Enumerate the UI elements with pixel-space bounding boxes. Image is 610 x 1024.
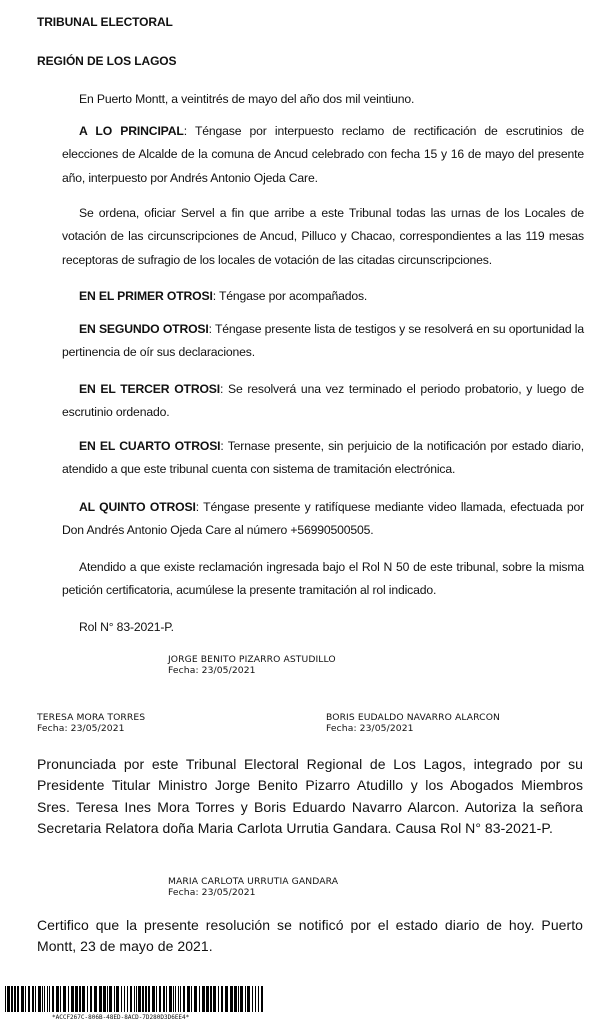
paragraph-label: EN EL PRIMER OTROSI	[79, 289, 213, 303]
paragraph-label: A LO PRINCIPAL	[79, 124, 184, 138]
barcode-bar	[71, 986, 74, 1012]
barcode-bar	[32, 986, 34, 1012]
barcode-bar	[221, 986, 223, 1012]
barcode-bar	[238, 986, 239, 1012]
barcode-bar	[38, 986, 41, 1012]
barcode-bar	[116, 986, 119, 1012]
barcode-bar	[234, 986, 237, 1012]
signer-name: TERESA MORA TORRES	[37, 712, 146, 723]
paragraph-text: Atendido a que existe reclamación ingresada bajo el Rol N 50 de este tribunal, sobre la misma petición certificatoria, acumúlese la presente tramitación al rol indicado.	[62, 560, 584, 598]
paragraph-text: : Téngase por acompañados.	[212, 289, 368, 303]
barcode-bar	[87, 986, 88, 1012]
paragraph-text: En Puerto Montt, a veintitrés de mayo del año dos mil veintiuno.	[79, 92, 415, 106]
barcode-bar	[202, 986, 205, 1012]
barcode-bar	[42, 986, 43, 1012]
signature-date: Fecha: 23/05/2021	[37, 723, 125, 734]
paragraph-text: : Téngase presente y ratifíquese mediante video llamada, efectuada por Don Andrés Antonio Ojeda Care al número +56990500505.	[62, 500, 584, 538]
paragraph-text: : Ternase presente, sin perjuicio de la notificación por estado diario, atendido a que este tribunal cuenta con sistema de tramitación electrónica.	[62, 439, 584, 477]
barcode-bar	[94, 986, 97, 1012]
region-title: REGIÓN DE LOS LAGOS	[37, 54, 177, 68]
barcode-bar	[75, 986, 78, 1012]
barcode-bar	[225, 986, 228, 1012]
barcode-bar	[180, 986, 181, 1012]
servel-order-paragraph	[62, 202, 584, 272]
signature-date: Fecha: 23/05/2021	[168, 665, 256, 676]
barcode-bar	[230, 986, 233, 1012]
barcode-bar	[14, 986, 16, 1012]
barcode-code: *ACCF267C-806B-48ED-8ACD-7D280D3D6EE4*	[52, 1014, 190, 1021]
barcode-bar	[47, 986, 48, 1012]
barcode-bar	[213, 986, 216, 1012]
barcode-bar	[124, 986, 125, 1012]
paragraph-text: : Se resolverá una vez terminado el periodo probatorio, y luego de escrutinio ordenado.	[62, 382, 584, 420]
paragraph-label: EN EL CUARTO OTROSI	[79, 439, 221, 453]
barcode-bar	[218, 986, 219, 1012]
barcode-bar	[121, 986, 122, 1012]
barcode-bar	[107, 986, 108, 1012]
barcode-bar	[82, 986, 85, 1012]
barcode-bar	[17, 986, 19, 1012]
barcode-bar	[194, 986, 197, 1012]
barcode-bar	[35, 986, 36, 1012]
barcode-bar	[7, 986, 10, 1012]
court-title: TRIBUNAL ELECTORAL	[37, 15, 173, 29]
barcode-bar	[63, 986, 66, 1012]
signature-block-member-2	[326, 712, 500, 734]
barcode-bar	[49, 986, 50, 1012]
barcode-bar	[25, 986, 26, 1012]
barcode-bar	[52, 986, 54, 1012]
barcode-bar	[173, 986, 174, 1012]
barcode-bar	[166, 986, 167, 1012]
accumulation-paragraph	[62, 556, 584, 603]
barcode-bar	[56, 986, 59, 1012]
fifth-otrosi-paragraph	[62, 496, 584, 543]
first-otrosi-paragraph	[62, 285, 584, 308]
barcode-bar	[159, 986, 161, 1012]
pronouncement-paragraph: Pronunciada por este Tribunal Electoral Regional de Los Lagos, integrado por su Presidente Titular Ministro Jorge Benito Pizarro Atudillo y los Abogados Miembros Sres. Teresa Ines Mora Torres y Boris Eduardo Navarro Alarcon. Autoriza la señora Secretaria Relatora doña Maria Carlota Urrutia Gandara. Causa Rol N° 83-2021-P.	[37, 756, 583, 836]
paragraph-text: Rol N° 83-2021-P.	[79, 620, 174, 634]
barcode-bar	[148, 986, 150, 1012]
barcode-bar	[210, 986, 212, 1012]
certification-paragraph: Certifico que la presente resolución se notificó por el estado diario de hoy. Puerto Montt, 23 de mayo de 2021.	[37, 917, 583, 955]
barcode-bar	[138, 986, 141, 1012]
barcode-bar	[183, 986, 185, 1012]
signature-block-member-1	[37, 712, 145, 734]
barcode-bar	[145, 986, 147, 1012]
barcode-bar	[28, 986, 30, 1012]
barcode-bar	[175, 986, 176, 1012]
barcode-bar	[114, 986, 115, 1012]
barcode-bar	[169, 986, 172, 1012]
barcode-bar	[21, 986, 24, 1012]
barcode-bar	[90, 986, 92, 1012]
second-otrosi-paragraph	[62, 318, 584, 365]
barcode-bar	[60, 986, 61, 1012]
signature-date: Fecha: 23/05/2021	[168, 887, 256, 898]
barcode-bar	[206, 986, 209, 1012]
barcode-bar	[245, 986, 246, 1012]
barcode-bar	[127, 986, 128, 1012]
barcode-bar	[187, 986, 190, 1012]
barcode-bar	[152, 986, 155, 1012]
barcode-bar	[5, 986, 6, 1012]
paragraph-text: Se ordena, oficiar Servel a fin que arribe a este Tribunal todas las urnas de los Locales de votación de las circunscripciones de Ancud, Pilluco y Chacao, correspondientes a las 119 mesas receptoras de sufragio de los locales de votación de las citadas circunscripciones.	[62, 206, 584, 267]
barcode-bar	[252, 986, 253, 1012]
paragraph-label: AL QUINTO OTROSI	[79, 500, 196, 514]
paragraph-text: : Téngase por interpuesto reclamo de rectificación de escrutinios de elecciones de Alcalde de la comuna de Ancud celebrado con fecha 15 y 16 de mayo del presente año, interpuesto por Andrés Antonio Ojeda Care.	[62, 124, 584, 185]
signer-name: MARIA CARLOTA URRUTIA GANDARA	[168, 876, 339, 887]
barcode-bar	[258, 986, 259, 1012]
principal-paragraph	[62, 120, 584, 190]
barcode-bar	[199, 986, 200, 1012]
paragraph-label: EN SEGUNDO OTROSI	[79, 322, 209, 336]
third-otrosi-paragraph	[62, 378, 584, 425]
rol-paragraph	[62, 616, 584, 639]
barcode-bar	[130, 986, 132, 1012]
barcode-bar	[99, 986, 102, 1012]
signature-block-secretary	[168, 876, 338, 898]
barcode	[5, 986, 263, 1012]
barcode-bar	[255, 986, 256, 1012]
barcode-bar	[103, 986, 106, 1012]
signature-date: Fecha: 23/05/2021	[326, 723, 414, 734]
barcode-bar	[178, 986, 179, 1012]
barcode-bar	[79, 986, 81, 1012]
barcode-bar	[261, 986, 263, 1012]
barcode-bar	[240, 986, 243, 1012]
barcode-bar	[109, 986, 112, 1012]
fourth-otrosi-paragraph	[62, 435, 584, 482]
signer-name: JORGE BENITO PIZARRO ASTUDILLO	[168, 654, 336, 665]
barcode-bar	[191, 986, 192, 1012]
barcode-bar	[142, 986, 144, 1012]
opening-paragraph	[62, 88, 584, 111]
barcode-bar	[134, 986, 135, 1012]
paragraph-label: EN EL TERCER OTROSI	[79, 382, 221, 396]
signer-name: BORIS EUDALDO NAVARRO ALARCON	[326, 712, 501, 723]
barcode-bar	[247, 986, 250, 1012]
barcode-bar	[44, 986, 45, 1012]
signature-block-president	[168, 654, 336, 676]
barcode-bar	[11, 986, 13, 1012]
barcode-bar	[136, 986, 137, 1012]
barcode-bar	[156, 986, 157, 1012]
barcode-bar	[163, 986, 165, 1012]
barcode-bar	[68, 986, 69, 1012]
paragraph-text: : Téngase presente lista de testigos y se resolverá en su oportunidad la pertinencia de oír sus declaraciones.	[62, 322, 584, 360]
